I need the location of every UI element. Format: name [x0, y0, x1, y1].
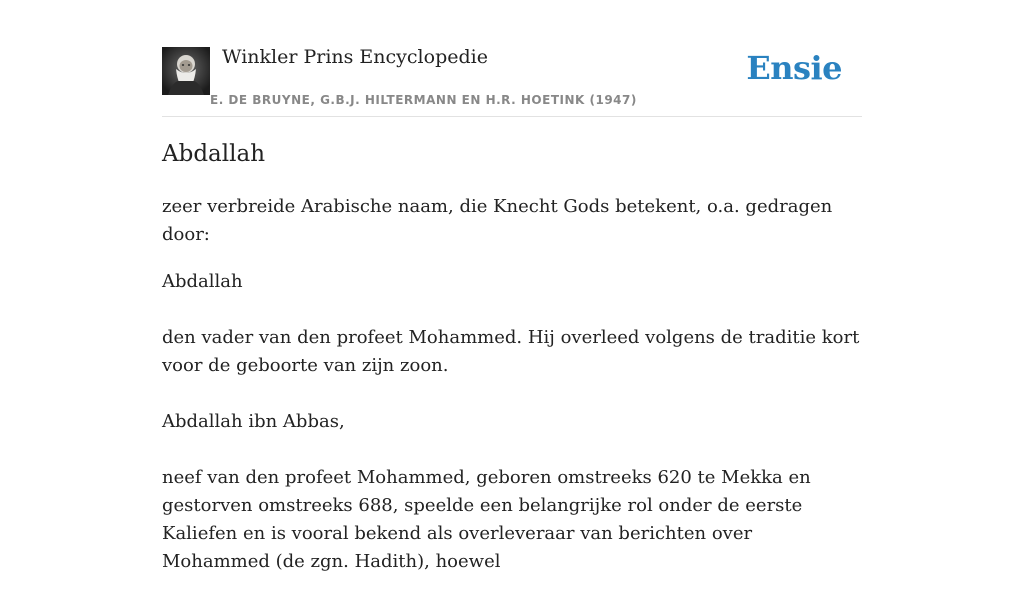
entry-text: neef van den profeet Mohammed, geboren omstreeks 620 te Mekka en gestorven omstreeks 688, speelde een belangrijke rol onder de eerste Kaliefen en is vooral bekend als overleveraar van berichten over Mohammed (de zgn. Hadith), hoewel: [162, 467, 811, 572]
ensie-logo[interactable]: Ensie: [746, 49, 842, 87]
source-title[interactable]: Winkler Prins Encyclopedie: [222, 46, 488, 68]
author-avatar: [162, 47, 210, 95]
article: [162, 138, 862, 604]
bearded-man-portrait-icon: [162, 47, 210, 95]
article-title: Abdallah: [162, 141, 266, 167]
source-authors: E. DE BRUYNE, G.B.J. HILTERMANN EN H.R. HOETINK (1947): [210, 93, 637, 107]
source-header: [162, 44, 862, 117]
article-intro: zeer verbreide Arabische naam, die Knecht Gods betekent, o.a. gedragen door:: [162, 196, 833, 245]
entry-name: Abdallah ibn Abbas,: [162, 411, 345, 432]
entry-text: den vader van den profeet Mohammed. Hij overleed volgens de traditie kort voor de geboorte van zijn zoon.: [162, 327, 860, 376]
entry-name: Abdallah: [162, 271, 243, 292]
